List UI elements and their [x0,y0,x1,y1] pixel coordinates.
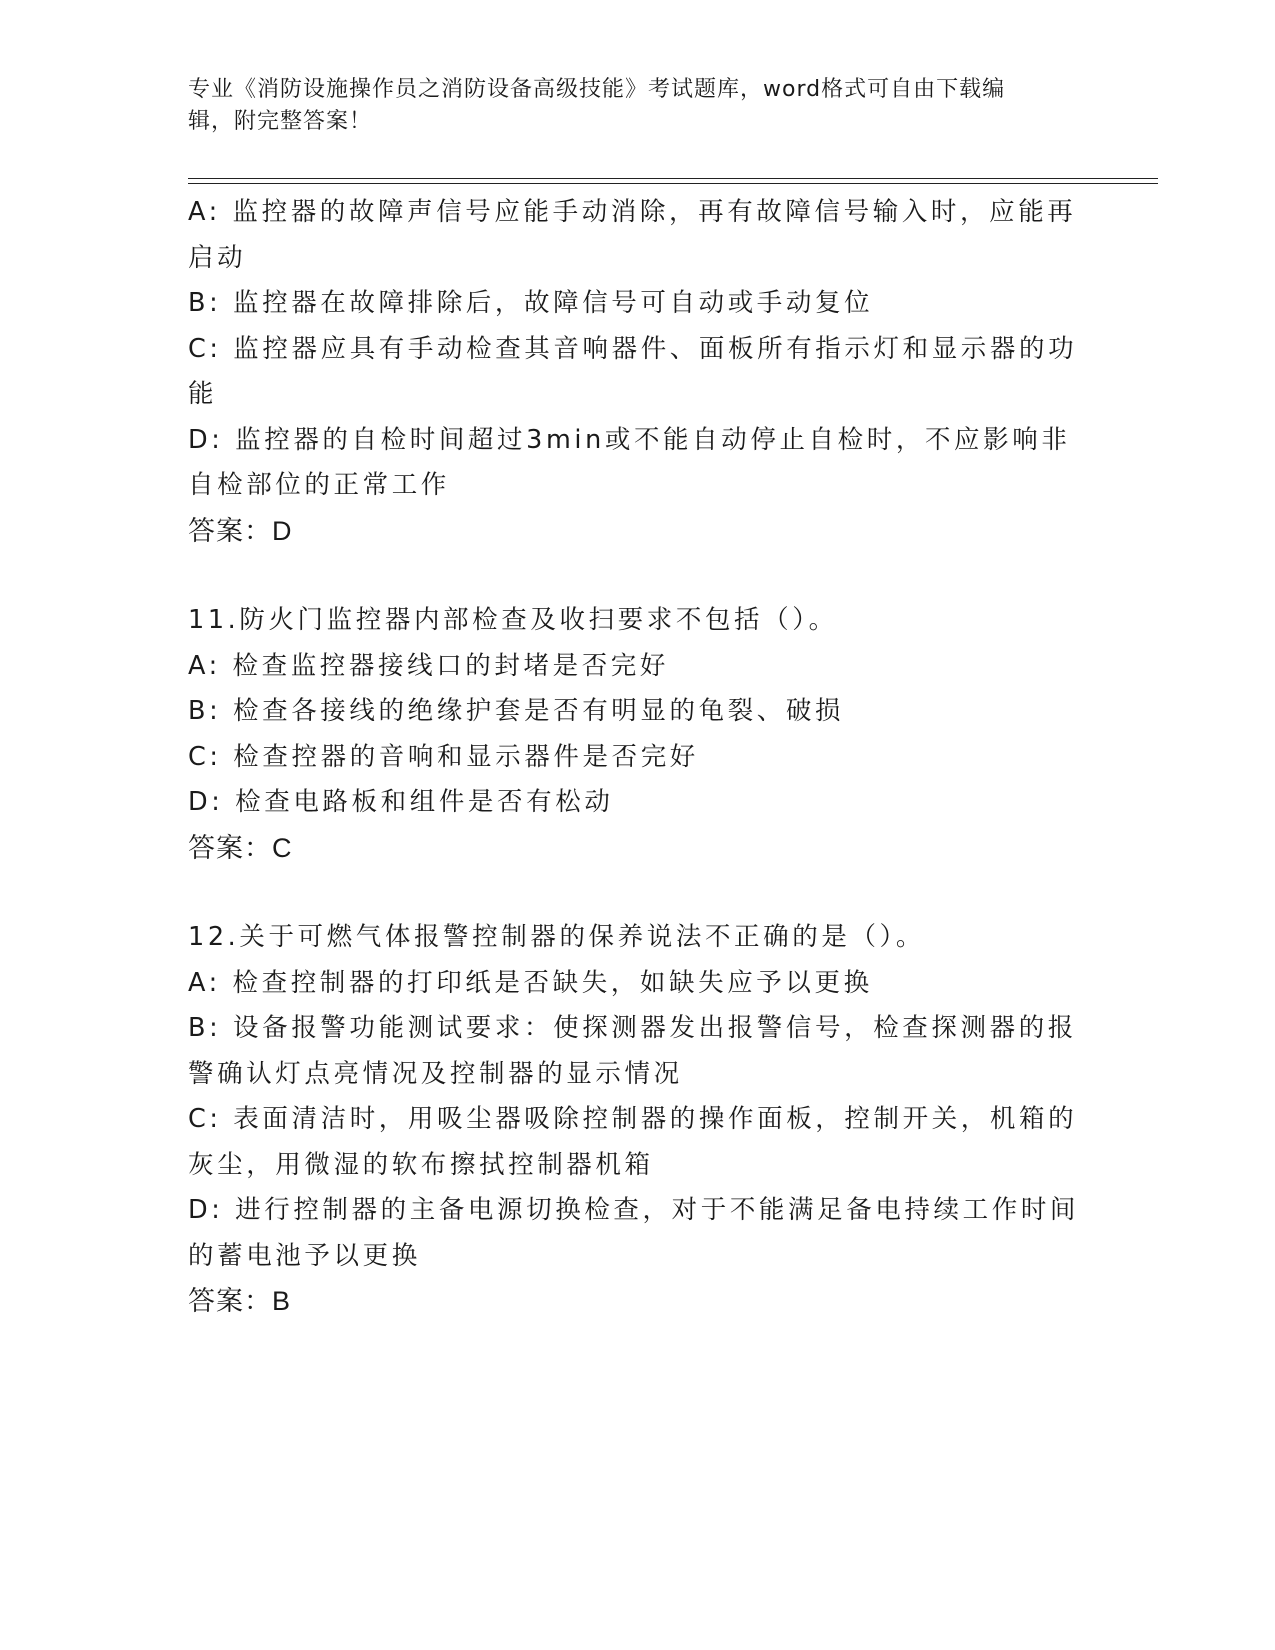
option-a-line-1: A: 监控器的故障声信号应能手动消除，再有故障信号输入时，应能再 [188,197,1077,227]
question-10-block [188,190,1078,554]
answer-line: 答案：C [188,832,293,863]
option-a-line-1: A: 检查监控器接线口的封堵是否完好 [188,650,669,681]
option-a-line-1: A: 检查控制器的打印纸是否缺失，如缺失应予以更换 [188,967,873,998]
spacer [188,871,1078,915]
option-b-line-1: B: 监控器在故障排除后，故障信号可自动或手动复位 [188,288,874,318]
option-a-line-2: 启动 [188,242,247,273]
header-rule-top [188,178,1158,179]
header-rule-bottom [188,183,1158,184]
header-line-1: 专业《消防设施操作员之消防设备高级技能》考试题库，word格式可自由下载编 [188,77,1006,102]
option-d-line-1: D: 检查电路板和组件是否有松动 [188,787,614,817]
spacer [188,554,1078,598]
option-c-line-1: C: 检查控器的音响和显示器件是否完好 [188,741,699,772]
question-body [188,190,1078,1325]
option-b-line-2: 警确认灯点亮情况及控制器的显示情况 [188,1058,683,1089]
option-c-line-2: 能 [188,379,218,409]
option-c-line-1: C: 表面清洁时，用吸尘器吸除控制器的操作面板，控制开关，机箱的 [188,1104,1078,1134]
question-11-block [188,598,1078,871]
option-b-line-1: B: 检查各接线的绝缘护套是否有明显的龟裂、破损 [188,696,845,726]
question-stem: 12.关于可燃气体报警控制器的保养说法不正确的是（）。 [188,922,926,952]
answer-line: 答案：D [188,515,293,546]
option-d-line-2: 的蓄电池予以更换 [188,1240,421,1271]
option-d-line-1: D: 监控器的自检时间超过3min或不能自动停止自检时，不应影响非 [188,424,1071,455]
header-line-2: 辑，附完整答案！ [188,109,373,134]
option-b-line-1: B: 设备报警功能测试要求：使探测器发出报警信号，检查探测器的报 [188,1013,1077,1043]
option-c-line-2: 灰尘，用微湿的软布擦拭控制器机箱 [188,1149,654,1180]
question-12-block [188,915,1078,1325]
document-header [188,74,1068,138]
option-c-line-1: C: 监控器应具有手动检查其音响器件、面板所有指示灯和显示器的功 [188,333,1078,364]
option-d-line-2: 自检部位的正常工作 [188,470,450,500]
question-stem: 11.防火门监控器内部检查及收扫要求不包括（）。 [188,605,838,635]
answer-line: 答案：B [188,1286,292,1316]
option-d-line-1: D: 进行控制器的主备电源切换检查，对于不能满足备电持续工作时间 [188,1195,1080,1225]
